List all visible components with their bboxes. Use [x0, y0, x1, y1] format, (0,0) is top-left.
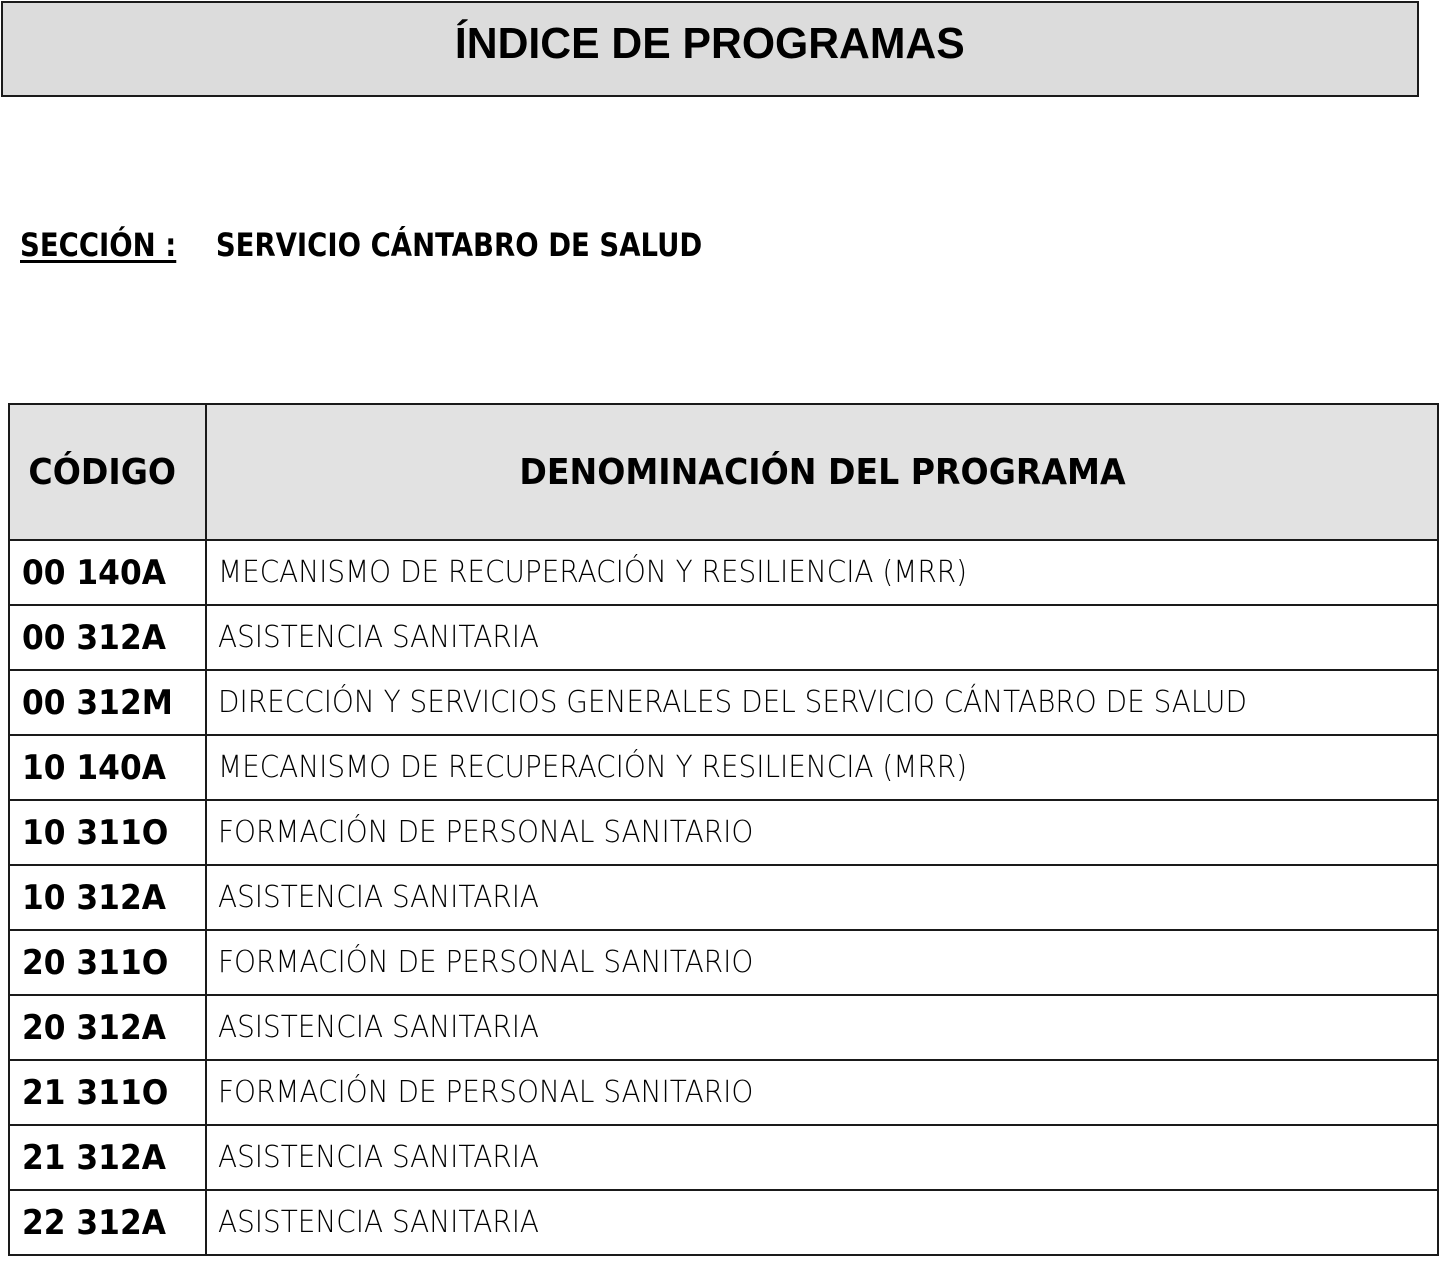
program-name: ASISTENCIA SANITARIA [206, 1125, 1438, 1190]
program-name: MECANISMO DE RECUPERACIÓN Y RESILIENCIA (MRR) [206, 540, 1438, 605]
header-name: DENOMINACIÓN DEL PROGRAMA [206, 404, 1438, 540]
table-row [9, 670, 1438, 735]
header-code: CÓDIGO [9, 404, 206, 540]
table-row [9, 1190, 1438, 1255]
section-value: SERVICIO CÁNTABRO DE SALUD [215, 226, 703, 264]
table-row [9, 865, 1438, 930]
title-box [1, 1, 1419, 97]
program-name: ASISTENCIA SANITARIA [206, 1190, 1438, 1255]
program-name: FORMACIÓN DE PERSONAL SANITARIO [206, 930, 1438, 995]
program-name: ASISTENCIA SANITARIA [206, 865, 1438, 930]
program-name: DIRECCIÓN Y SERVICIOS GENERALES DEL SERVICIO CÁNTABRO DE SALUD [206, 670, 1438, 735]
program-code: 10 140A [9, 735, 206, 800]
programs-table [8, 403, 1439, 1256]
program-code: 00 140A [9, 540, 206, 605]
table-row [9, 1060, 1438, 1125]
table-row [9, 1125, 1438, 1190]
section-label: SECCIÓN : [20, 226, 177, 264]
program-name: FORMACIÓN DE PERSONAL SANITARIO [206, 1060, 1438, 1125]
program-code: 20 311O [9, 930, 206, 995]
program-code: 00 312M [9, 670, 206, 735]
table-row [9, 540, 1438, 605]
program-name: ASISTENCIA SANITARIA [206, 605, 1438, 670]
table-row [9, 605, 1438, 670]
table-row [9, 930, 1438, 995]
program-name: MECANISMO DE RECUPERACIÓN Y RESILIENCIA (MRR) [206, 735, 1438, 800]
table-row [9, 735, 1438, 800]
table-row [9, 995, 1438, 1060]
program-code: 20 312A [9, 995, 206, 1060]
program-code: 22 312A [9, 1190, 206, 1255]
program-code: 10 312A [9, 865, 206, 930]
page-title: ÍNDICE DE PROGRAMAS [455, 19, 965, 68]
program-name: FORMACIÓN DE PERSONAL SANITARIO [206, 800, 1438, 865]
program-code: 10 311O [9, 800, 206, 865]
program-code: 00 312A [9, 605, 206, 670]
table-header-row [9, 404, 1438, 540]
program-code: 21 311O [9, 1060, 206, 1125]
program-code: 21 312A [9, 1125, 206, 1190]
program-name: ASISTENCIA SANITARIA [206, 995, 1438, 1060]
section-line [20, 226, 702, 264]
table-row [9, 800, 1438, 865]
